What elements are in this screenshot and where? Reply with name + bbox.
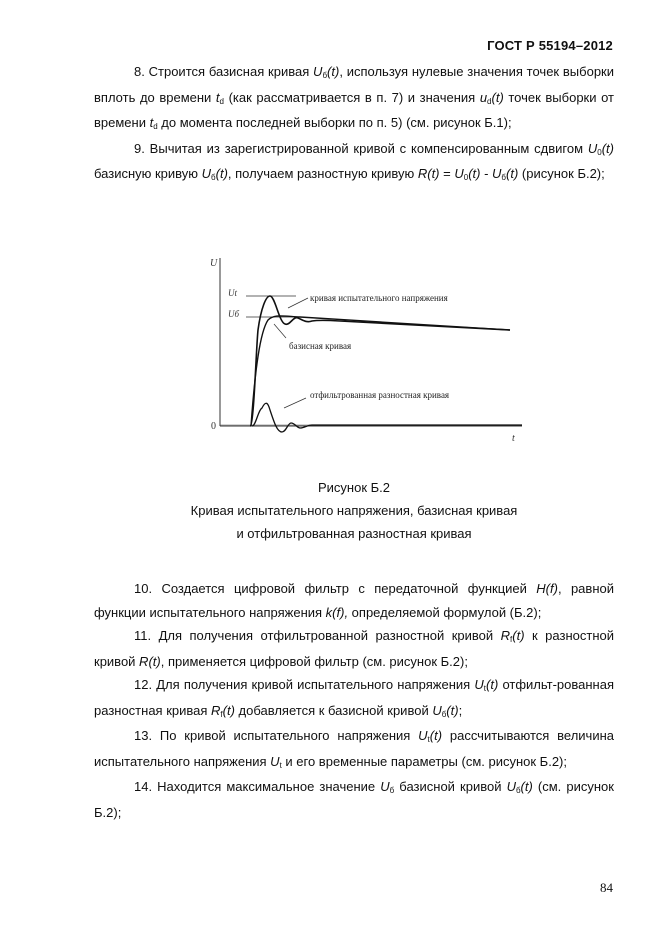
zero-label: 0: [211, 421, 216, 432]
paragraph-13: 13. По кривой испытательного напряжения $U_t(t)$ рассчитываются величина испытательного напряжения $U_t$ и его временные параметры (см. рисунок Б.2);: [94, 728, 614, 770]
top-text-block: [94, 60, 614, 188]
label-filtered-curve: отфильтрованная разностная кривая: [310, 390, 450, 400]
paragraph-9: 9. Вычитая из зарегистрированной кривой с компенсированным сдвигом $U_0(t)$ базисную кривую $U_б(t)$, получаем разностную кривую $R(t) = U_0(t) - U_б(t)$ (рисунок Б.2);: [94, 140, 614, 182]
paragraph-8: 8. Строится базисная кривая $U_б(t)$, используя нулевые значения точек выборки вплоть до времени $t_d$ (как рассматривается в п. 7) и значения $u_d(t)$ точек выборки от времени $t_d$ до момента последней выборки по п. 5) (см. рисунок Б.1);: [94, 64, 615, 131]
paragraph-10: 10. Создается цифровой фильтр с передаточной функцией H(f), равной функции испытательного напряжения k(f), определяемой формулой (Б.2);: [94, 581, 614, 620]
paragraph-14: 14. Находится максимальное значение $U_б$ базисной кривой $U_б(t)$ (см. рисунок Б.2);: [94, 779, 614, 820]
label-test-curve: кривая испытательного напряжения: [310, 293, 448, 303]
leader-test-curve: [288, 298, 308, 308]
leader-filtered-curve: [284, 398, 306, 408]
leader-base-curve: [274, 324, 286, 338]
label-base-curve: базисная кривая: [289, 341, 352, 351]
figure-b2-diagram: [200, 250, 530, 450]
standard-header: ГОСТ Р 55194–2012: [487, 38, 613, 53]
filtered-difference-curve: [252, 403, 522, 432]
level-ut-label: Ut: [228, 288, 237, 298]
level-ub-label: Uб: [228, 309, 240, 319]
x-axis-label: t: [512, 433, 515, 444]
y-axis-label: U: [210, 258, 218, 269]
figure-caption-line1: Кривая испытательного напряжения, базисная кривая: [190, 503, 518, 518]
bottom-text-block: [94, 577, 614, 824]
figure-caption-title: Рисунок Б.2: [317, 480, 390, 495]
test-voltage-curve: [250, 296, 510, 426]
paragraph-11: 11. Для получения отфильтрованной разностной кривой $R_f(t)$ к разностной кривой R(t), применяется цифровой фильтр (см. рисунок Б.2);: [94, 628, 614, 669]
page-number: 84: [600, 880, 613, 895]
base-curve: [251, 316, 510, 426]
paragraph-12: 12. Для получения кривой испытательного напряжения $U_t(t)$ отфильт-рованная разностная кривая $R_f(t)$ добавляется к базисной кривой $U_б(t)$;: [94, 677, 614, 719]
figure-caption-line2: и отфильтрованная разностная кривая: [236, 526, 472, 541]
